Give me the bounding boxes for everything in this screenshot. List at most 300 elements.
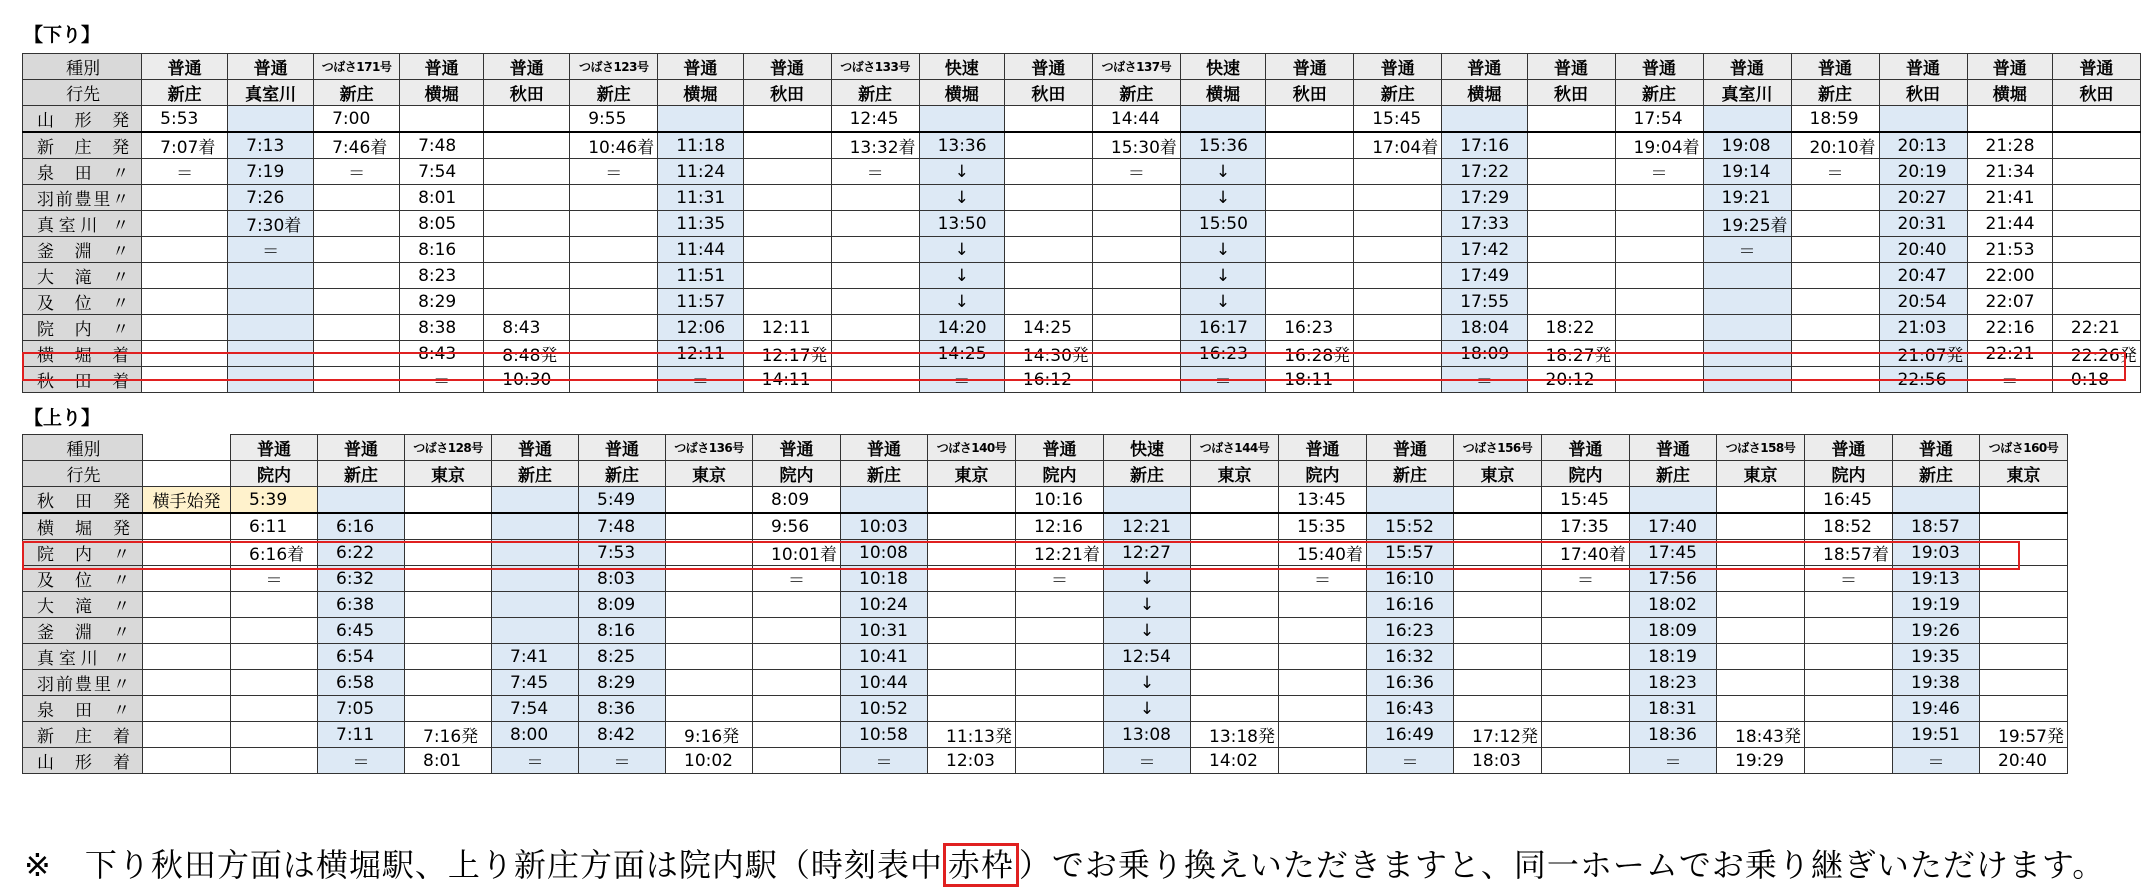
time-cell [928, 487, 1016, 514]
time-cell [1791, 367, 1879, 393]
time-cell [666, 566, 753, 592]
time-cell: 5:39 [231, 487, 318, 514]
station-row [23, 748, 2068, 774]
time-cell: 16:45 [1805, 487, 1893, 514]
time-cell: 17:29 [1442, 185, 1527, 211]
time-cell [1004, 289, 1092, 315]
time-cell [753, 696, 841, 722]
time-cell: 8:09 [579, 592, 666, 618]
time-cell [1791, 211, 1879, 237]
time-cell: 16:10 [1367, 566, 1454, 592]
destination-cell: 東京 [405, 461, 492, 487]
train-type-cell: 快速 [1180, 54, 1265, 80]
time-cell [228, 289, 314, 315]
time-cell [1354, 159, 1442, 185]
time-cell: 6:38 [318, 592, 405, 618]
time-cell [928, 644, 1016, 670]
time-cell [228, 367, 314, 393]
time-cell [2052, 185, 2140, 211]
time-cell: ↓ [1180, 237, 1265, 263]
train-type-cell: つばさ158号 [1717, 435, 1805, 461]
time-cell: ＝ [831, 159, 919, 185]
time-cell [1527, 289, 1615, 315]
time-cell [1703, 106, 1791, 133]
time-cell: 19:26 [1893, 618, 1980, 644]
destination-cell: 秋田 [743, 80, 831, 106]
up-destination-row [23, 461, 2068, 487]
time-cell: 19:51 [1893, 722, 1980, 748]
time-cell: 17:42 [1442, 237, 1527, 263]
time-cell: 21:07発 [1879, 341, 1967, 367]
time-cell: ＝ [1703, 237, 1791, 263]
station-row [23, 132, 2141, 159]
time-cell: 18:52 [1805, 513, 1893, 540]
time-cell: 18:31 [1630, 696, 1717, 722]
station-row [23, 106, 2141, 133]
time-cell [1542, 644, 1630, 670]
time-cell [1092, 185, 1180, 211]
time-cell: 19:46 [1893, 696, 1980, 722]
train-type-cell: 普通 [1279, 435, 1367, 461]
time-cell: 16:23 [1367, 618, 1454, 644]
train-type-cell: 普通 [1615, 54, 1703, 80]
time-cell: 15:35 [1279, 513, 1367, 540]
time-cell [928, 618, 1016, 644]
time-cell: ＝ [579, 748, 666, 774]
time-cell [1805, 618, 1893, 644]
time-cell: 14:11 [743, 367, 831, 393]
time-cell [1805, 670, 1893, 696]
time-cell [314, 237, 400, 263]
station-row [23, 315, 2141, 341]
destination-cell: 院内 [1279, 461, 1367, 487]
note-prefix: ※ 下り秋田方面は横堀駅、上り新庄方面は院内駅（時刻表中 [24, 846, 943, 884]
time-cell [1615, 341, 1703, 367]
time-cell: ＝ [318, 748, 405, 774]
station-name: 羽前豊里〃 [23, 670, 143, 696]
time-cell [1279, 644, 1367, 670]
time-cell [1092, 289, 1180, 315]
time-cell [314, 289, 400, 315]
time-cell: 13:32着 [831, 132, 919, 159]
station-name: 及 位 〃 [23, 566, 143, 592]
time-cell [1191, 670, 1279, 696]
train-type-cell: 普通 [841, 435, 928, 461]
time-cell: 8:05 [400, 211, 484, 237]
station-name: 院 内 〃 [23, 315, 142, 341]
time-cell [841, 487, 928, 514]
time-cell [1454, 696, 1542, 722]
time-cell: 17:49 [1442, 263, 1527, 289]
destination-cell: 新庄 [142, 80, 228, 106]
time-cell: 20:27 [1879, 185, 1967, 211]
time-cell: 20:19 [1879, 159, 1967, 185]
time-cell: 8:29 [400, 289, 484, 315]
time-cell [228, 263, 314, 289]
station-row [23, 696, 2068, 722]
time-cell [1191, 513, 1279, 540]
station-row [23, 592, 2068, 618]
time-cell: 7:26 [228, 185, 314, 211]
time-cell: 12:45 [831, 106, 919, 133]
time-cell [1717, 487, 1805, 514]
train-type-cell: 普通 [579, 435, 666, 461]
destination-cell: 新庄 [831, 80, 919, 106]
time-cell [405, 644, 492, 670]
time-cell: 8:43 [400, 341, 484, 367]
station-name: 院 内 〃 [23, 540, 143, 566]
time-cell: ↓ [1180, 289, 1265, 315]
train-type-cell: 普通 [228, 54, 314, 80]
time-cell [2052, 237, 2140, 263]
time-cell [743, 289, 831, 315]
up-type-row [23, 435, 2068, 461]
time-cell [658, 106, 743, 133]
time-cell: ＝ [1542, 566, 1630, 592]
time-cell [1092, 367, 1180, 393]
time-cell: ＝ [228, 237, 314, 263]
time-cell: 12:21 [1104, 513, 1191, 540]
time-cell [753, 722, 841, 748]
time-cell [492, 487, 579, 514]
time-cell [314, 341, 400, 367]
time-cell: 18:03 [1454, 748, 1542, 774]
time-cell [666, 487, 753, 514]
time-cell [666, 670, 753, 696]
time-cell [570, 315, 658, 341]
time-cell: 6:58 [318, 670, 405, 696]
time-cell: 13:36 [919, 132, 1004, 159]
time-cell [1542, 748, 1630, 774]
time-cell [1004, 185, 1092, 211]
destination-cell: 横堀 [919, 80, 1004, 106]
down-timetable [22, 53, 2141, 393]
time-cell: 12:21着 [1016, 540, 1104, 566]
time-cell [570, 367, 658, 393]
destination-cell: 横堀 [658, 80, 743, 106]
time-cell [666, 540, 753, 566]
time-cell: ↓ [919, 237, 1004, 263]
time-cell: 21:03 [1879, 315, 1967, 341]
time-cell [1180, 106, 1265, 133]
time-cell: 21:44 [1967, 211, 2052, 237]
station-row [23, 263, 2141, 289]
time-cell: 7:54 [492, 696, 579, 722]
time-cell [484, 159, 570, 185]
time-cell [1354, 263, 1442, 289]
station-row [23, 367, 2141, 393]
train-type-cell: 普通 [492, 435, 579, 461]
time-cell: ↓ [1104, 670, 1191, 696]
time-cell [1367, 487, 1454, 514]
time-cell: 17:33 [1442, 211, 1527, 237]
time-cell: 10:31 [841, 618, 928, 644]
time-cell: 8:00 [492, 722, 579, 748]
time-cell: 7:45 [492, 670, 579, 696]
time-cell: 13:08 [1104, 722, 1191, 748]
train-type-cell: 普通 [1004, 54, 1092, 80]
type-header: 種別 [23, 54, 142, 80]
time-cell [484, 185, 570, 211]
time-cell: 5:53 [142, 106, 228, 133]
time-cell: 14:25 [919, 341, 1004, 367]
time-cell: 20:40 [1980, 748, 2068, 774]
time-cell [142, 367, 228, 393]
time-cell: 16:23 [1180, 341, 1265, 367]
time-cell: 19:38 [1893, 670, 1980, 696]
time-cell: 10:58 [841, 722, 928, 748]
time-cell: 8:23 [400, 263, 484, 289]
time-cell: 20:10着 [1791, 132, 1879, 159]
time-cell: 19:13 [1893, 566, 1980, 592]
train-type-cell: 普通 [142, 54, 228, 80]
time-cell [143, 618, 231, 644]
time-cell [666, 696, 753, 722]
time-cell: 8:16 [579, 618, 666, 644]
train-type-cell: 普通 [2052, 54, 2140, 80]
time-cell [1016, 670, 1104, 696]
time-cell [1717, 566, 1805, 592]
station-name: 泉 田 〃 [23, 696, 143, 722]
station-row [23, 289, 2141, 315]
time-cell [1980, 566, 2068, 592]
time-cell: 6:22 [318, 540, 405, 566]
time-cell [1266, 159, 1354, 185]
time-cell [405, 487, 492, 514]
time-cell [1191, 592, 1279, 618]
time-cell [484, 106, 570, 133]
time-cell [1454, 566, 1542, 592]
train-type-cell: 普通 [1703, 54, 1791, 80]
time-cell: 19:21 [1703, 185, 1791, 211]
time-cell: 11:51 [658, 263, 743, 289]
time-cell [484, 289, 570, 315]
time-cell [1454, 644, 1542, 670]
train-type-cell: 普通 [1805, 435, 1893, 461]
time-cell [1893, 487, 1980, 514]
time-cell: 11:18 [658, 132, 743, 159]
time-cell [1980, 540, 2068, 566]
time-cell [142, 263, 228, 289]
time-cell: 22:21 [1967, 341, 2052, 367]
time-cell: 16:12 [1004, 367, 1092, 393]
time-cell [1279, 696, 1367, 722]
station-name: 山 形 発 [23, 106, 142, 133]
time-cell: 20:13 [1879, 132, 1967, 159]
time-cell [1527, 237, 1615, 263]
time-cell: ＝ [1893, 748, 1980, 774]
time-cell: 16:23 [1266, 315, 1354, 341]
time-cell: 7:11 [318, 722, 405, 748]
time-cell: ＝ [1615, 159, 1703, 185]
down-type-row [23, 54, 2141, 80]
time-cell [831, 289, 919, 315]
time-cell [1454, 540, 1542, 566]
time-cell: 14:30発 [1004, 341, 1092, 367]
time-cell [1980, 644, 2068, 670]
time-cell [142, 315, 228, 341]
station-name: 真室川 〃 [23, 211, 142, 237]
origin-note-cell: 横手始発 [143, 487, 231, 514]
time-cell: 20:12 [1527, 367, 1615, 393]
time-cell [1092, 237, 1180, 263]
time-cell [1717, 696, 1805, 722]
time-cell [405, 566, 492, 592]
time-cell: 17:55 [1442, 289, 1527, 315]
time-cell: 16:28発 [1266, 341, 1354, 367]
time-cell: 11:24 [658, 159, 743, 185]
time-cell [1016, 644, 1104, 670]
time-cell: 10:08 [841, 540, 928, 566]
time-cell: 15:30着 [1092, 132, 1180, 159]
time-cell: 12:11 [658, 341, 743, 367]
time-cell [743, 237, 831, 263]
time-cell [492, 618, 579, 644]
station-name: 大 滝 〃 [23, 592, 143, 618]
train-type-cell: 普通 [1967, 54, 2052, 80]
time-cell: ＝ [1104, 748, 1191, 774]
down-destination-row [23, 80, 2141, 106]
time-cell [928, 513, 1016, 540]
time-cell: 12:03 [928, 748, 1016, 774]
station-row [23, 540, 2068, 566]
destination-cell: 秋田 [1004, 80, 1092, 106]
train-type-cell: 普通 [1630, 435, 1717, 461]
time-cell: 18:09 [1630, 618, 1717, 644]
up-timetable [22, 434, 2068, 774]
time-cell: 18:19 [1630, 644, 1717, 670]
time-cell: 11:35 [658, 211, 743, 237]
time-cell: 22:16 [1967, 315, 2052, 341]
time-cell: 21:53 [1967, 237, 2052, 263]
time-cell: 18:36 [1630, 722, 1717, 748]
time-cell: ↓ [919, 159, 1004, 185]
time-cell: ＝ [570, 159, 658, 185]
time-cell: 0:18 [2052, 367, 2140, 393]
station-name: 羽前豊里〃 [23, 185, 142, 211]
time-cell [570, 341, 658, 367]
time-cell [1527, 263, 1615, 289]
time-cell [2052, 289, 2140, 315]
destination-cell: 横堀 [1442, 80, 1527, 106]
time-cell [928, 670, 1016, 696]
destination-cell: 新庄 [1092, 80, 1180, 106]
time-cell: 8:48発 [484, 341, 570, 367]
time-cell: 12:27 [1104, 540, 1191, 566]
time-cell [570, 237, 658, 263]
time-cell: 7:00 [314, 106, 400, 133]
time-cell [492, 566, 579, 592]
time-cell [1266, 289, 1354, 315]
time-cell [1004, 211, 1092, 237]
destination-cell [143, 461, 231, 487]
time-cell [228, 315, 314, 341]
time-cell: 17:56 [1630, 566, 1717, 592]
train-type-cell: つばさ123号 [570, 54, 658, 80]
time-cell [1717, 618, 1805, 644]
train-type-cell: つばさ160号 [1980, 435, 2068, 461]
destination-cell: 東京 [1717, 461, 1805, 487]
time-cell: 12:11 [743, 315, 831, 341]
time-cell: 19:57発 [1980, 722, 2068, 748]
time-cell [1615, 315, 1703, 341]
time-cell [231, 618, 318, 644]
time-cell: 18:09 [1442, 341, 1527, 367]
time-cell: 15:36 [1180, 132, 1265, 159]
time-cell [1191, 644, 1279, 670]
time-cell [1004, 263, 1092, 289]
time-cell [1980, 487, 2068, 514]
time-cell: 8:09 [753, 487, 841, 514]
train-type-cell: 普通 [1791, 54, 1879, 80]
time-cell: 10:01着 [753, 540, 841, 566]
time-cell [314, 185, 400, 211]
time-cell [2052, 106, 2140, 133]
time-cell: 15:45 [1542, 487, 1630, 514]
station-name: 横 堀 着 [23, 341, 142, 367]
time-cell [1791, 341, 1879, 367]
time-cell [831, 341, 919, 367]
time-cell [1266, 132, 1354, 159]
train-type-cell: 普通 [484, 54, 570, 80]
time-cell [570, 185, 658, 211]
destination-header: 行先 [23, 80, 142, 106]
time-cell: 18:23 [1630, 670, 1717, 696]
time-cell [1266, 237, 1354, 263]
time-cell [919, 106, 1004, 133]
time-cell: 13:18発 [1191, 722, 1279, 748]
station-row [23, 211, 2141, 237]
time-cell [405, 592, 492, 618]
time-cell: ↓ [919, 263, 1004, 289]
time-cell [1703, 341, 1791, 367]
time-cell: ＝ [658, 367, 743, 393]
destination-cell: 東京 [1980, 461, 2068, 487]
time-cell [570, 211, 658, 237]
time-cell [1542, 670, 1630, 696]
train-type-cell: 普通 [1354, 54, 1442, 80]
time-cell: 16:32 [1367, 644, 1454, 670]
time-cell: 18:59 [1791, 106, 1879, 133]
destination-cell: 秋田 [484, 80, 570, 106]
time-cell: 15:40着 [1279, 540, 1367, 566]
time-cell: 7:13 [228, 132, 314, 159]
time-cell [228, 341, 314, 367]
destination-cell: 横堀 [1967, 80, 2052, 106]
time-cell [1527, 159, 1615, 185]
time-cell: 11:57 [658, 289, 743, 315]
time-cell: 18:02 [1630, 592, 1717, 618]
time-cell: 10:46着 [570, 132, 658, 159]
time-cell: 17:12発 [1454, 722, 1542, 748]
time-cell: 7:53 [579, 540, 666, 566]
destination-cell: 東京 [1191, 461, 1279, 487]
time-cell: ＝ [753, 566, 841, 592]
time-cell: 9:56 [753, 513, 841, 540]
time-cell [405, 513, 492, 540]
time-cell: 19:25着 [1703, 211, 1791, 237]
time-cell: ＝ [841, 748, 928, 774]
destination-cell: 新庄 [1630, 461, 1717, 487]
time-cell [1542, 722, 1630, 748]
station-row [23, 644, 2068, 670]
destination-cell: 新庄 [1104, 461, 1191, 487]
time-cell [143, 722, 231, 748]
train-type-cell: 普通 [1016, 435, 1104, 461]
time-cell [143, 644, 231, 670]
time-cell [2052, 159, 2140, 185]
time-cell [492, 540, 579, 566]
